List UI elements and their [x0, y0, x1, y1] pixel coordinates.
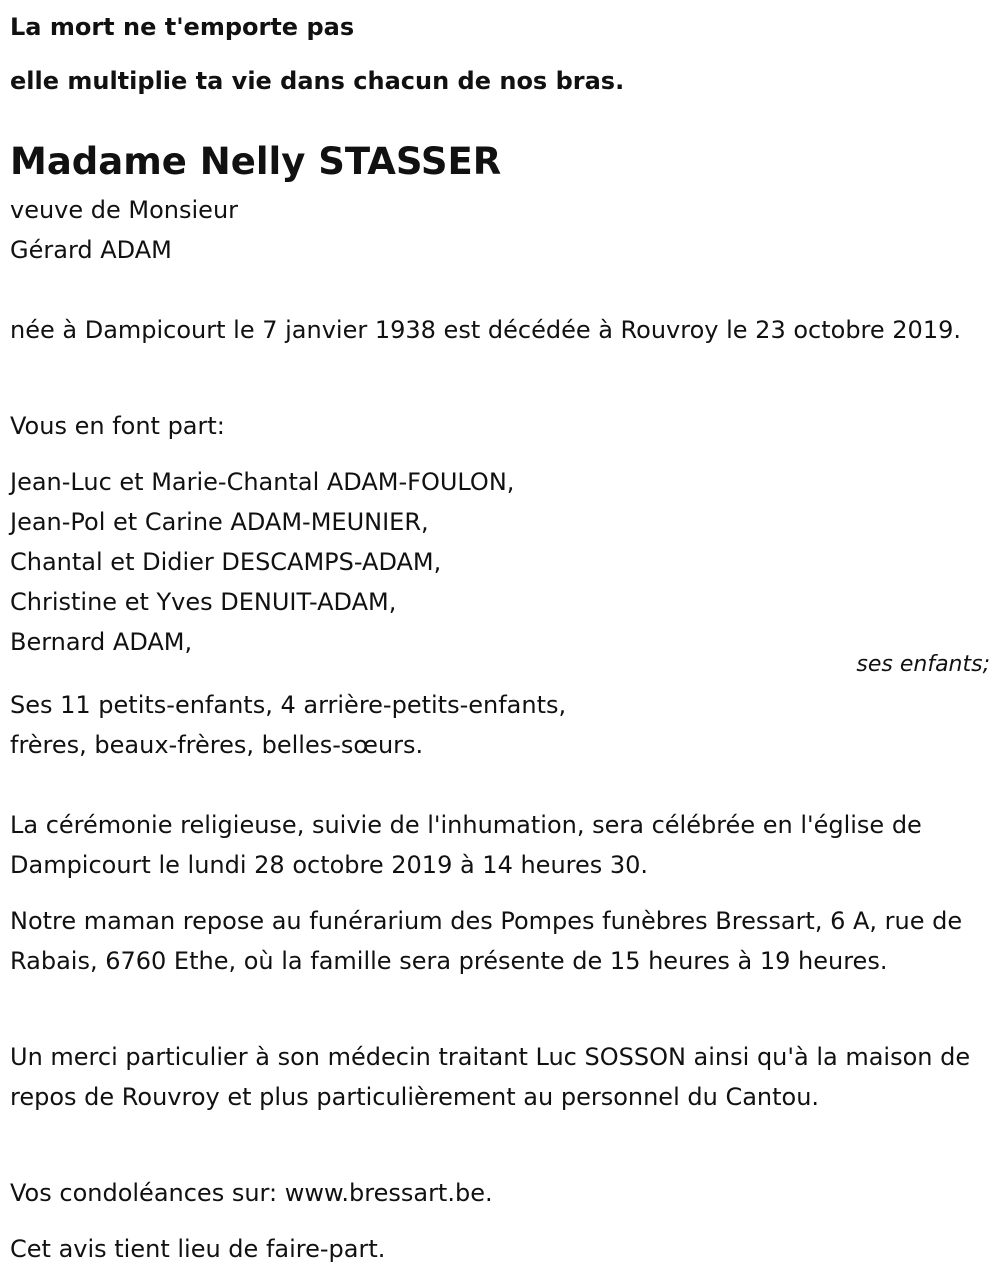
deceased-name: Madame Nelly STASSER — [10, 140, 502, 183]
child-entry: Chantal et Didier DESCAMPS-ADAM, — [10, 548, 442, 576]
condolences-line: Vos condoléances sur: www.bressart.be. — [10, 1179, 493, 1207]
child-entry: Jean-Luc et Marie-Chantal ADAM-FOULON, — [10, 468, 515, 496]
spouse-line-1: veuve de Monsieur — [10, 196, 239, 224]
birth-death-statement: née à Dampicourt le 7 janvier 1938 est décédée à Rouvroy le 23 octobre 2019. — [10, 316, 961, 344]
child-entry: Christine et Yves DENUIT-ADAM, — [10, 588, 397, 616]
child-entry: Jean-Pol et Carine ADAM-MEUNIER, — [10, 508, 429, 536]
epigraph-line-2: elle multiplie ta vie dans chacun de nos bras. — [10, 67, 625, 95]
announcement-intro: Vous en font part: — [10, 412, 225, 440]
spouse-line-2: Gérard ADAM — [10, 236, 172, 264]
notice-line: Cet avis tient lieu de faire-part. — [10, 1235, 386, 1263]
epigraph-line-1: La mort ne t'emporte pas — [10, 13, 355, 41]
ceremony-details: La cérémonie religieuse, suivie de l'inhumation, sera célébrée en l'église de Dampicourt le lundi 28 octobre 2019 à 14 heures 30. — [10, 811, 922, 879]
family-line-2: frères, beaux-frères, belles-sœurs. — [10, 731, 424, 759]
child-entry: Bernard ADAM, — [10, 628, 193, 656]
family-line-1: Ses 11 petits-enfants, 4 arrière-petits-enfants, — [10, 691, 567, 719]
thanks-paragraph: Un merci particulier à son médecin traitant Luc SOSSON ainsi qu'à la maison de repos de Rouvroy et plus particulièrement au personnel du Cantou. — [10, 1043, 971, 1111]
children-signoff: ses enfants; — [856, 652, 990, 677]
funerarium-details: Notre maman repose au funérarium des Pompes funèbres Bressart, 6 A, rue de Rabais, 6760 Ethe, où la famille sera présente de 15 heures à 19 heures. — [10, 907, 963, 975]
